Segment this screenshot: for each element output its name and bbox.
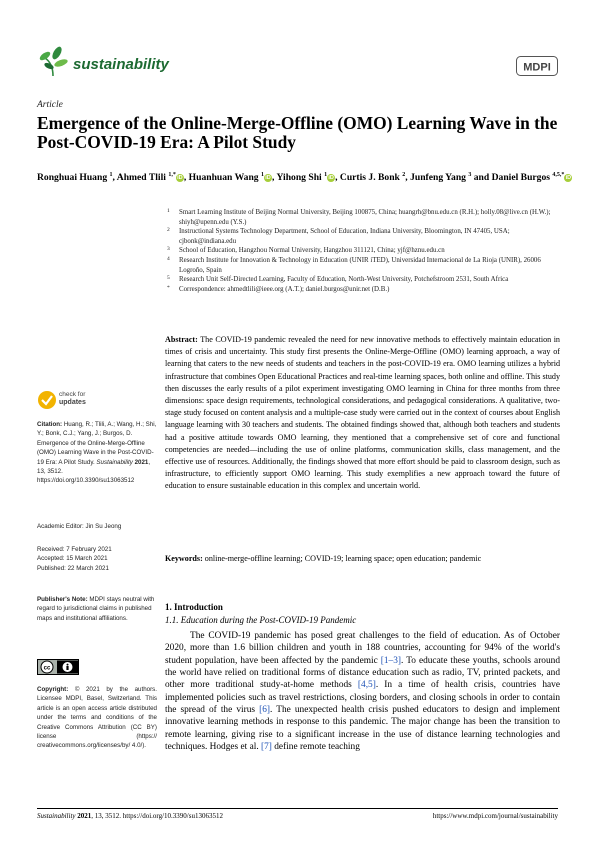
affiliation-item (165, 285, 565, 295)
author-name: Yihong Shi $^1$iD (276, 172, 334, 184)
subsection-heading: 1.1. Education during the Post-COVID-19 Pandemic (165, 615, 357, 625)
affiliation-text: School of Education, Hangzhou Normal University, Hangzhou 311121, China; yjf@hznu.edu.cn (179, 247, 445, 255)
keywords-text: online-merge-offline learning; COVID-19; learning space; open education; pandemic (204, 554, 482, 563)
publisher-note-label: Publisher's Note: (37, 596, 88, 603)
keywords (165, 553, 560, 565)
orcid-icon[interactable]: iD (177, 175, 183, 182)
affiliation-number: 4 (167, 255, 170, 262)
authors-and: and (471, 172, 492, 184)
author-list: Ronghuai Huang $^1$, Ahmed Tlili $^{1,*}$iD, Huanhuan Wang $^1$iD, Yihong Shi $^1$iD, Curtis J. Bonk $^2$, Junfeng Yang $^3$ and Daniel Burgos $^{4,5,*}$iD (37, 172, 572, 184)
author-affiliation-marker: 4,5,* (552, 172, 565, 178)
article-title: Emergence of the Online-Merge-Offline (OMO) Learning Wave in the Post-COVID-19 Era: A Pilot Study (37, 113, 558, 152)
author-affiliation-marker: 1 (261, 172, 264, 178)
publisher-note-text: MDPI stays neutral with regard to jurisdictional claims in published maps and institutional affiliations. (37, 596, 155, 622)
received-date: Received: 7 February 2021 (37, 546, 112, 553)
affiliation-number: 3 (167, 246, 170, 253)
citation-text: Huang, R.; Tlili, A.; Wang, H.; Shi, Y.; Bonk, C.J.; Yang, J.; Burgos, D. Emergence of the Online-Merge-Offline (OMO) Learning Wave in the Post-COVID-19 Era: A Pilot Study. (37, 421, 157, 466)
citation-journal: Sustainability (96, 458, 133, 466)
check-updates-text: check for (59, 391, 86, 398)
journal-leaf-logo (37, 46, 69, 78)
orcid-icon[interactable]: iD (265, 175, 271, 182)
affiliation-item (165, 246, 565, 256)
keywords-label: Keywords: (165, 554, 203, 563)
footer-year: 2021 (77, 812, 92, 820)
citation-year: 2021 (134, 458, 149, 466)
cc-by-license-icon (37, 659, 79, 675)
check-updates-icon (37, 390, 57, 410)
author-name: Ahmed Tlili $^{1,*}$iD (116, 172, 183, 184)
affiliation-item (165, 256, 565, 275)
author-name: Ronghuai Huang $^1$ (37, 172, 113, 184)
orcid-icon[interactable]: iD (328, 175, 334, 182)
body-paragraph (165, 630, 560, 753)
footer-url[interactable]: https://www.mdpi.com/journal/sustainability (432, 812, 558, 820)
affiliation-item (165, 227, 565, 246)
check-for-updates-badge[interactable] (37, 389, 97, 411)
body-text-2: . To educate these youths, schools around the world have relied on traditional forms of distance education such as radio, TV, printed packets, and other more traditional study-at-home methods (165, 655, 560, 691)
footer-journal: Sustainability (37, 812, 76, 820)
citation-link[interactable]: [7] (261, 742, 272, 753)
orcid-icon[interactable]: iD (565, 175, 572, 182)
section-heading: 1. Introduction (165, 602, 223, 612)
affiliation-item (165, 275, 565, 285)
mdpi-text: MDPI (523, 61, 551, 74)
author-name: Junfeng Yang $^3$ (410, 172, 472, 184)
author-affiliation-marker: 1 (324, 172, 328, 178)
article-type: Article (37, 100, 63, 110)
journal-name: sustainability (73, 56, 169, 73)
body-text-1: The COVID-19 pandemic has posed great challenges to the field of education. As of October 2020, more than 1.6 billion children and youth in 188 countries, accounting for 94% of the world's student population, have been affected by the pandemic (165, 631, 560, 666)
citation-block (37, 420, 157, 486)
affiliation-text: Research Institute for Innovation & Technology in Education (UNIR iTED), Universidad Internacional de La Rioja (UNIR), 26006 Logroño, Spain (179, 256, 541, 274)
author-affiliation-marker: 1,* (168, 172, 176, 178)
check-updates-text-bold: updates (59, 399, 86, 406)
affiliation-text: Research Unit Self-Directed Learning, Faculty of Education, North-West University, Potchefstroom 2531, South Africa (179, 276, 509, 284)
citation-link[interactable]: [6] (259, 705, 270, 716)
abstract-text: The COVID-19 pandemic revealed the need for new innovative methods to effectively maintain education in times of crisis and uncertainty. This study first presents the Online-Merge-Offline (OMO) learning approach, a way of learning that caters to the new needs of students and teachers in the post-COVID-19 era. OMO learning utilizes a hybrid infrastructure that combines Open Educational Practices and real-time learning spaces, both online and offline. This study then discusses the early results of a pilot experiment investigating OMO learning in China for three months from three dimensions: space design requirements, technological considerations, and pedagogical considerations. A qualitative, two-stage study focused on content analysis and a multiple-case study were carried out in the context of courses about English language learning with 30 teachers and students. The obtained findings showed that, although both teachers and students had a positive attitude towards OMO learning, they mentioned that a comprehensive set of core and functional competencies are needed—including the use of online platforms, communication skills, class management, and the effective use of resources. Additionally, the findings showed that more effort should be paid to classroom design, such as infrastructure, to efficiently support OMO learning. This study exemplifies a new approach toward the future of education to ensure sustainable education in this complex and uncertain world. (165, 335, 560, 491)
accepted-date: Accepted: 15 March 2021 (37, 555, 108, 563)
citation-link[interactable]: [4,5] (357, 680, 376, 691)
copyright-block (37, 685, 157, 751)
citation-label: Citation: (37, 421, 63, 428)
footer-citation (37, 812, 223, 820)
affiliation-text: Instructional Systems Technology Department, School of Education, Indiana University, Bloomington, IN 47405, USA; cjbonk@indiana.edu (179, 228, 510, 245)
publisher-note (37, 595, 157, 623)
author-name: Curtis J. Bonk $^2$ (339, 172, 406, 184)
body-text-5: define remote teaching (271, 742, 360, 753)
affiliation-number: 5 (167, 275, 170, 282)
citation-rest: , 13, 3512. https://doi.org/10.3390/su13063512 (37, 458, 151, 485)
body-text-4: . The unexpected health crisis pushed educators to design and implement innovative learning methods in response to this pandemic. The major change has been the transition to remote learning, giving rise to a significant increase in the use of distance learning technologies and techniques. Hodges et al. (165, 705, 560, 753)
svg-text:cc: cc (43, 665, 51, 672)
body-text-3: . In a time of health crisis, countries have implemented policies such as travel restrictions, closing borders, and closing schools in order to contain the spread of the virus (165, 680, 560, 716)
copyright-text: © 2021 by the authors. Licensee MDPI, Basel, Switzerland. This article is an open access article distributed under the terms and conditions of the Creative Commons Attribution (CC BY) license (https:// creativecommons.org/licenses/by/ 4.0/). (37, 686, 157, 750)
footer-divider (37, 808, 558, 809)
dates-block (37, 545, 157, 573)
author-name: Daniel Burgos $^{4,5,*}$iD (491, 172, 572, 184)
author-affiliation-marker: 2 (402, 172, 406, 178)
citation-link[interactable]: [1–3] (380, 655, 401, 666)
copyright-label: Copyright: (37, 686, 69, 693)
author-name: Huanhuan Wang $^1$iD (188, 172, 271, 184)
published-date: Published: 22 March 2021 (37, 564, 109, 572)
affiliation-text: Smart Learning Institute of Beijing Normal University, Beijing 100875, China; huangrh@bnu.edu.cn (R.H.); holly.08@live.cn (H.W.); shiyh@upenn.edu (Y.S.) (179, 209, 551, 226)
footer-rest: , 13, 3512. https://doi.org/10.3390/su13063512 (91, 812, 223, 820)
affiliations (165, 208, 565, 294)
affiliation-number: 2 (167, 227, 170, 234)
author-affiliation-marker: 3 (468, 172, 472, 178)
academic-editor: Academic Editor: Jin Su Jeong (37, 523, 122, 530)
author-affiliation-marker: 1 (109, 172, 113, 178)
affiliation-number: 1 (167, 208, 170, 214)
affiliation-text: Correspondence: ahmedtlili@ieee.org (A.T.); daniel.burgos@unir.net (D.B.) (179, 285, 390, 293)
affiliation-number: * (167, 284, 170, 291)
abstract (165, 334, 560, 493)
abstract-label: Abstract: (165, 335, 198, 344)
affiliation-item (165, 208, 565, 227)
mdpi-logo (516, 56, 558, 76)
